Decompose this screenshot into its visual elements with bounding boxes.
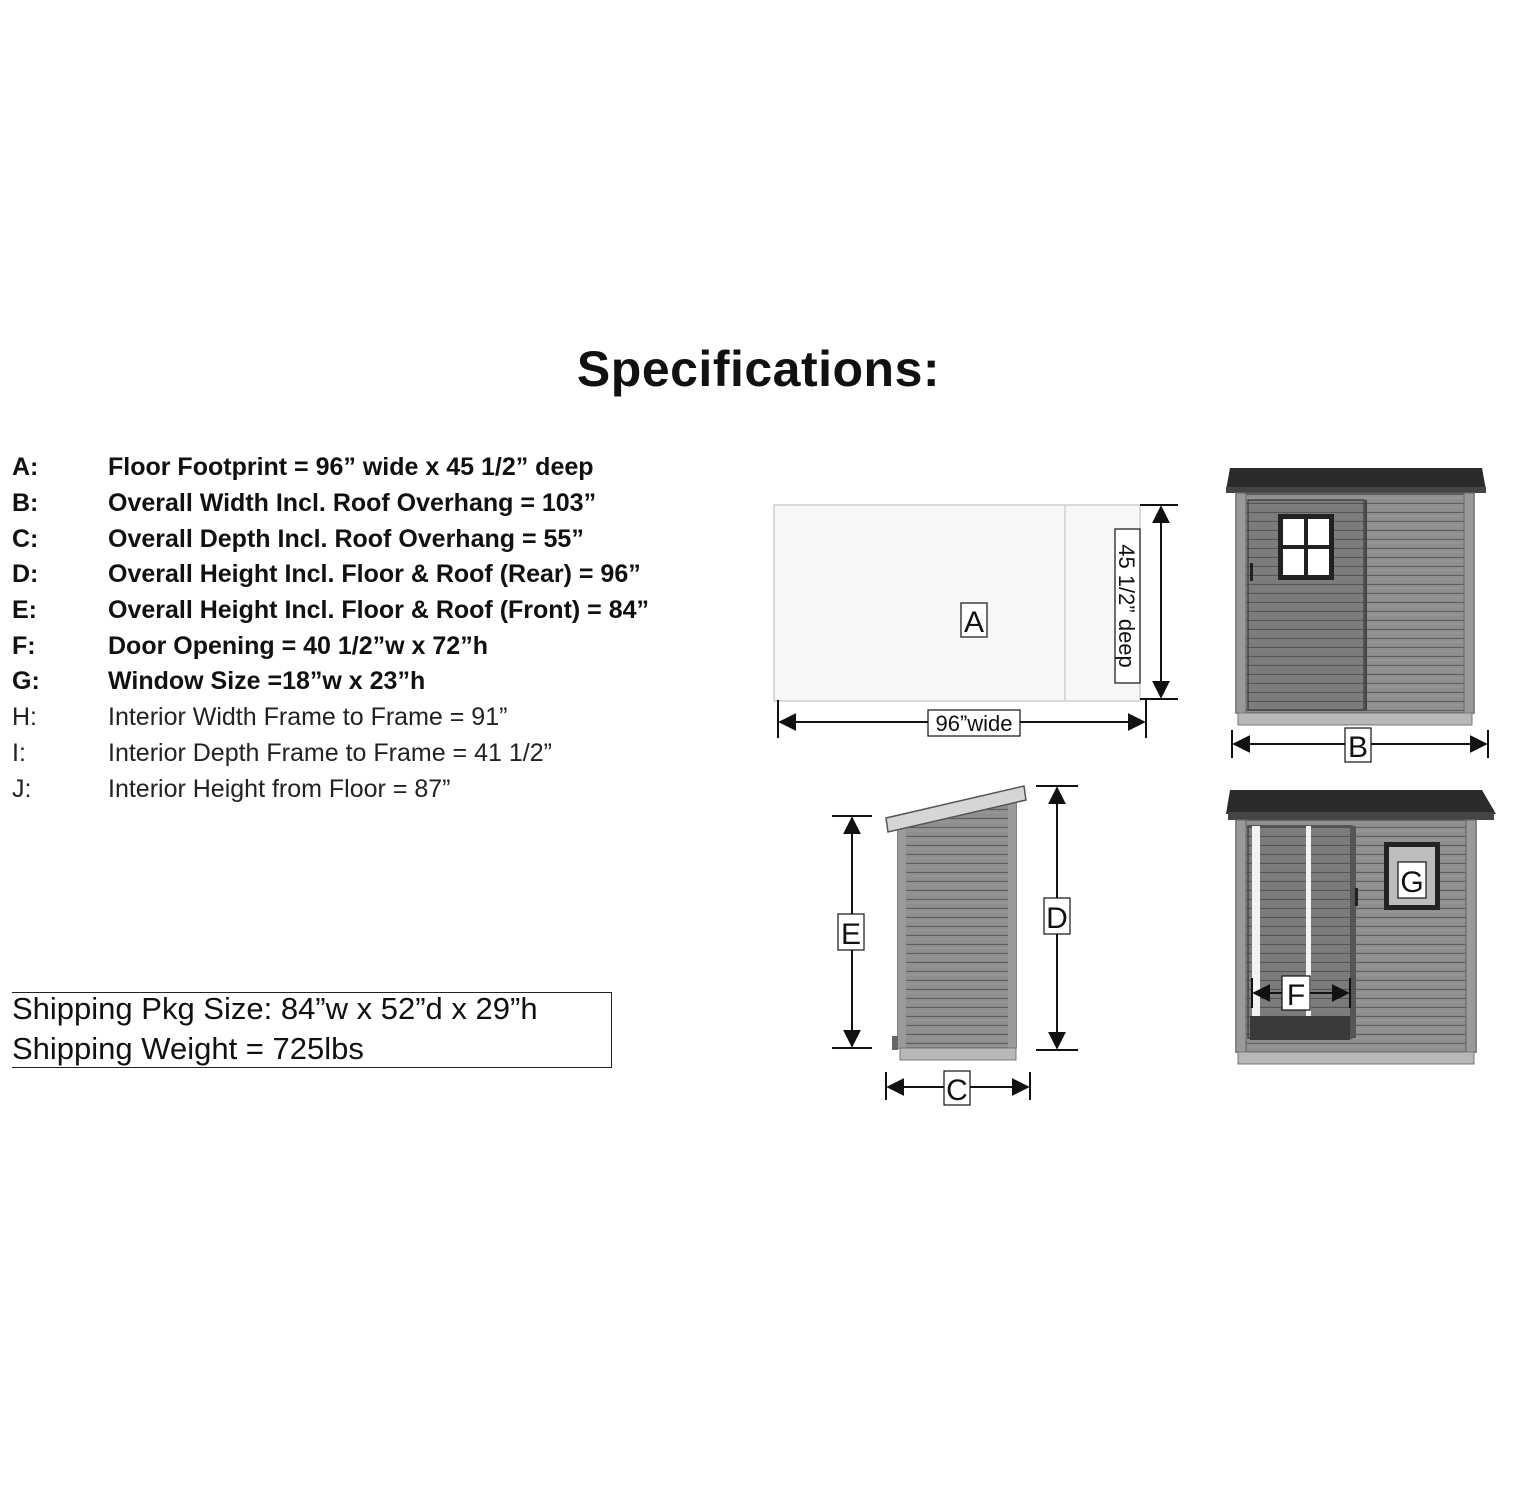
floor-plan (774, 505, 1178, 738)
spec-text: Overall Depth Incl. Roof Overhang = 55” (108, 524, 584, 553)
spec-text: Interior Depth Frame to Frame = 41 1/2” (108, 738, 552, 767)
spec-text: Interior Width Frame to Frame = 91” (108, 703, 508, 732)
spec-text: Floor Footprint = 96” wide x 45 1/2” deep (108, 453, 594, 482)
c-label: C (946, 1074, 968, 1107)
spec-text: Door Opening = 40 1/2”w x 72”h (108, 631, 488, 660)
depth-label: 45 1/2” deep (1114, 544, 1139, 668)
spec-text: Interior Height from Floor = 87” (108, 774, 451, 803)
spec-key: F: (12, 631, 36, 660)
spec-key: B: (12, 489, 39, 518)
page-title: Specifications: (576, 341, 941, 397)
front-open-view (1226, 790, 1496, 1064)
spec-text: Overall Height Incl. Floor & Roof (Front) = 84” (108, 596, 650, 625)
spec-key: I: (12, 738, 26, 767)
spec-text: Window Size =18”w x 23”h (108, 667, 426, 696)
shipping-weight: Shipping Weight = 725lbs (12, 1031, 364, 1066)
spec-key: H: (12, 703, 37, 732)
front-view (1226, 468, 1488, 764)
side-view (832, 786, 1078, 1107)
spec-key: J: (12, 774, 32, 803)
spec-text: Overall Height Incl. Floor & Roof (Rear) = 96” (108, 560, 641, 589)
e-label: E (840, 918, 862, 951)
f-label: F (1286, 979, 1306, 1012)
d-label: D (1046, 902, 1068, 935)
spec-key: C: (12, 524, 39, 553)
spec-text: Overall Width Incl. Roof Overhang = 103” (108, 489, 597, 518)
spec-key: D: (12, 560, 39, 589)
width-label: 96”wide (935, 711, 1013, 736)
spec-key: E: (12, 596, 37, 625)
shipping-size: Shipping Pkg Size: 84”w x 52”d x 29”h (12, 991, 538, 1026)
spec-key: G: (12, 667, 40, 696)
g-label: G (1400, 866, 1424, 899)
b-label: B (1347, 731, 1369, 764)
floor-label: A (963, 606, 985, 639)
spec-key: A: (12, 453, 39, 482)
